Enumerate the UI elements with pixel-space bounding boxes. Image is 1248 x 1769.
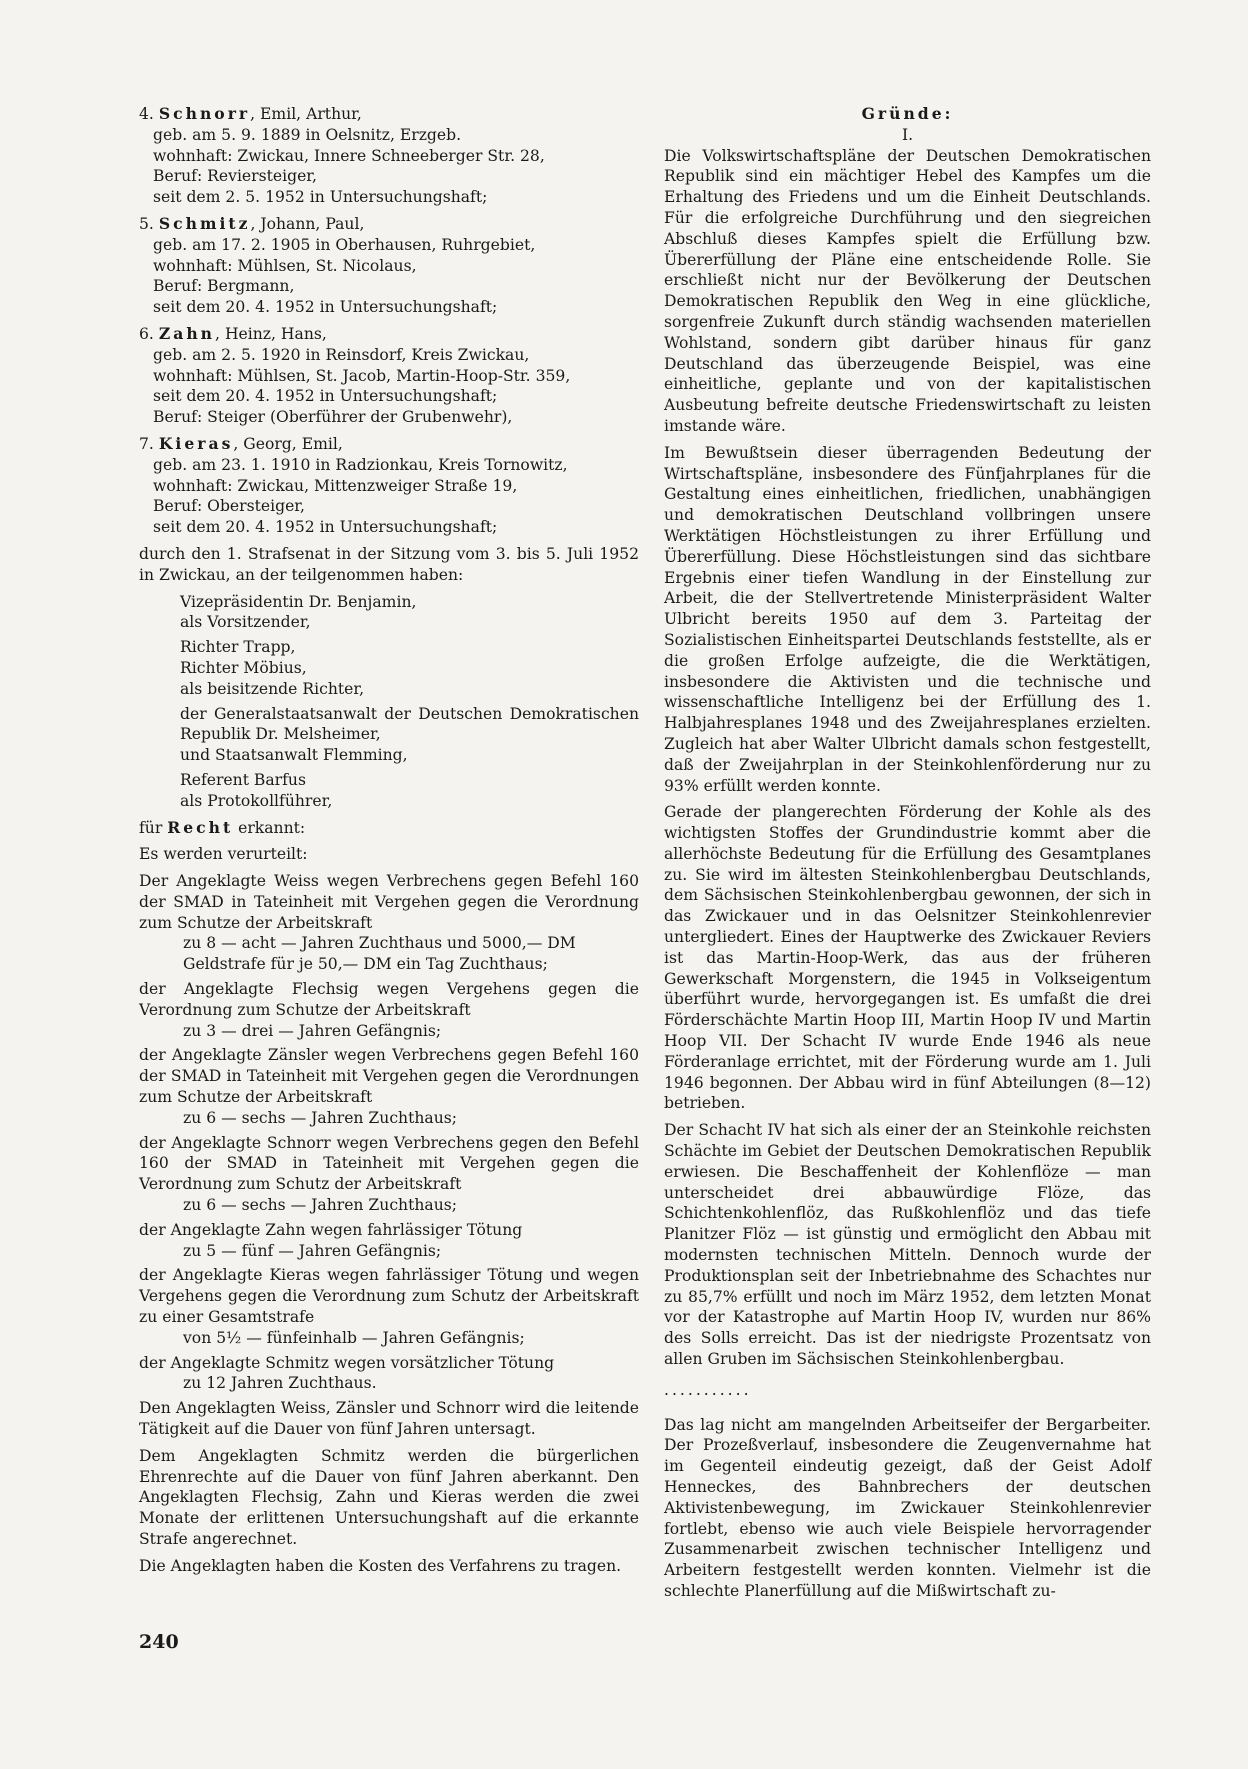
defendant-detail: seit dem 20. 4. 1952 in Untersuchungshaft; — [153, 387, 498, 406]
defendant-detail: Beruf: Obersteiger, — [153, 497, 306, 516]
right-column — [664, 104, 1151, 1608]
closing-paragraph: Die Angeklagten haben die Kosten des Verfahrens zu tragen. — [139, 1556, 622, 1575]
defendant-entry — [139, 104, 639, 208]
sentence-text: Der Angeklagte Weiss wegen Verbrechens gegen Befehl 160 der SMAD in Tateinheit mit Vergehen gegen die Verordnung zum Schutze der Arbeitskraft — [139, 872, 639, 932]
defendant-given-names: , Johann, Paul, — [250, 214, 365, 233]
court-role: als Protokollführer, — [180, 791, 333, 810]
defendant-name: Schmitz — [158, 213, 251, 233]
sentence-text: der Angeklagte Schmitz wegen vorsätzlicher Tötung — [139, 1353, 555, 1372]
closing-paragraph: Dem Angeklagten Schmitz werden die bürgerlichen Ehrenrechte auf die Dauer von fünf Jahren aberkannt. Den Angeklagten Flechsig, Zahn und Kieras werden die zwei Monate der erlittenen Untersuchungshaft auf die erkannte Strafe angerechnet. — [139, 1446, 639, 1548]
section-heading: Gründe: — [861, 104, 954, 123]
defendant-name: Kieras — [158, 433, 234, 453]
defendant-detail: geb. am 2. 5. 1920 in Reinsdorf, Kreis Zwickau, — [153, 345, 530, 364]
court-role: als Vorsitzender, — [180, 613, 311, 632]
defendant-number: 5. — [139, 214, 154, 233]
defendant-name: Schnorr — [158, 104, 251, 123]
sentence-penalty: zu 3 — drei — Jahren Gefängnis; — [183, 1021, 442, 1040]
omission-marker: ........... — [664, 1380, 752, 1399]
sentence-text: der Angeklagte Zahn wegen fahrlässiger Tötung — [139, 1220, 523, 1239]
page-number: 240 — [139, 1631, 179, 1653]
defendant-given-names: , Heinz, Hans, — [215, 324, 327, 343]
defendant-detail: wohnhaft: Zwickau, Innere Schneeberger Str. 28, — [153, 146, 545, 165]
court-member: und Staatsanwalt Flemming, — [180, 746, 408, 765]
body-paragraph: Der Schacht IV hat sich als einer der an Steinkohle reichsten Schächte im Gebiet der Deutschen Demokratischen Republik erwiesen. Die Beschaffenheit der Kohlenflöze — man unterscheidet drei abbauwürdige Flöze, das Schichtenkohlenflöz, das Rußkohlenflöz und das tiefe Planitzer Flöz — ist günstig und ermöglicht den Abbau mit modernsten technischen Mitteln. Dennoch wurde der Produktionsplan seit der Inbetriebnahme des Schachtes nur zu 85,7% erfüllt und noch im März 1952, dem letzten Monat vor der Katastrophe auf Martin Hoop IV, wurden nur 86% des Solls erreicht. Das ist der niedrigste Prozentsatz von allen Gruben im Sächsischen Steinkohlenbergbau. — [664, 1121, 1151, 1369]
verdict-word: Recht — [167, 817, 234, 837]
sentence-penalty: zu 8 — acht — Jahren Zuchthaus und 5000,— DM Geldstrafe für je 50,— DM ein Tag Zuchthaus; — [183, 934, 576, 974]
defendant-entry — [139, 434, 639, 538]
sentence-penalty: zu 6 — sechs — Jahren Zuchthaus; — [183, 1196, 457, 1215]
defendant-detail: Beruf: Reviersteiger, — [153, 167, 318, 186]
defendant-detail: seit dem 2. 5. 1952 in Untersuchungshaft; — [153, 188, 488, 207]
body-paragraph: Die Volkswirtschaftspläne der Deutschen Demokratischen Republik sind ein mächtiger Hebel des Kampfes um die Erhaltung des Friedens und um die Einheit Deutschlands. Für die erfolgreiche Durchführung und den siegreichen Abschluß dieses Kampfes spielt die Erfüllung bzw. Übererfüllung der Pläne eine entscheidende Rolle. Sie erschließt nicht nur der Bevölkerung der Deutschen Demokratischen Republik den Weg in eine glückliche, sorgenfreie Zukunft durch ständig wachsenden materiellen Wohlstand, sondern gibt darüber hinaus für ganz Deutschland das überzeugende Beispiel, was eine einheitliche, geplante und von der kapitalistischen Ausbeutung befreite deutsche Friedenswirtschaft zu leisten imstande wäre. — [664, 146, 1151, 435]
defendant-detail: wohnhaft: Zwickau, Mittenzweiger Straße 19, — [153, 476, 518, 495]
court-composition — [139, 592, 639, 812]
defendant-number: 7. — [139, 434, 154, 453]
defendant-detail: wohnhaft: Mühlsen, St. Jacob, Martin-Hoop-Str. 359, — [153, 366, 571, 385]
defendant-name: Zahn — [158, 323, 216, 343]
defendant-detail: seit dem 20. 4. 1952 in Untersuchungshaft; — [153, 298, 498, 317]
sentence-text: der Angeklagte Schnorr wegen Verbrechens gegen den Befehl 160 der SMAD in Tateinheit mit Vergehen gegen die Verordnung zum Schutz der Arbeitskraft — [139, 1133, 639, 1194]
defendant-detail: geb. am 23. 1. 1910 in Radzionkau, Kreis Tornowitz, — [153, 455, 568, 474]
closing-paragraph: Den Angeklagten Weiss, Zänsler und Schnorr wird die leitende Tätigkeit auf die Dauer von fünf Jahren untersagt. — [139, 1399, 639, 1439]
left-column — [139, 104, 639, 1583]
defendant-entry — [139, 214, 639, 318]
defendant-number: 6. — [139, 324, 154, 343]
body-paragraph: Das lag nicht am mangelnden Arbeitseifer der Bergarbeiter. Der Prozeßverlauf, insbesondere die Zeugenvernahme hat im Gegenteil eindeutig gezeigt, daß der Geist Adolf Henneckes, des Bahnbrechers der deutschen Aktivistenbewegung, im Zwickauer Steinkohlenrevier fortlebt, ebenso wie auch viele Beispiele hervorragender Zusammenarbeit zwischen technischer Intelligenz und Arbeitern festgestellt werden konnten. Vielmehr ist die schlechte Planerfüllung auf die Mißwirtschaft zu- — [664, 1415, 1151, 1600]
section-number: I. — [901, 125, 914, 144]
defendant-detail: geb. am 17. 2. 1905 in Oberhausen, Ruhrgebiet, — [153, 235, 536, 254]
sentence-penalty: zu 12 Jahren Zuchthaus. — [183, 1374, 377, 1393]
sentenced-heading: Es werden verurteilt: — [139, 845, 308, 864]
defendant-detail: wohnhaft: Mühlsen, St. Nicolaus, — [153, 256, 417, 275]
sentence-penalty: von 5½ — fünfeinhalb — Jahren Gefängnis; — [183, 1328, 525, 1347]
defendant-number: 4. — [139, 105, 154, 123]
verdict-line: für Recht erkannt: — [139, 817, 306, 837]
court-member: Vizepräsidentin Dr. Benjamin, — [180, 592, 417, 611]
court-member: Referent Barfus — [180, 770, 306, 789]
body-paragraph: Im Bewußtsein dieser überragenden Bedeutung der Wirtschaftspläne, insbesondere des Fünfjahrplanes für die Gestaltung eines einheitlichen, friedlichen, unabhängigen und demokratischen Deutschland vollbringen unsere Werktätigen Höchstleistungen zu ihrer Erfüllung und Übererfüllung. Diese Höchstleistungen sind das sichtbare Ergebnis einer tiefen Wandlung in der Einstellung zur Arbeit, die der Stellvertretende Ministerpräsident Walter Ulbricht bereits 1950 auf dem 3. Parteitag der Sozialistischen Einheitspartei Deutschlands feststellte, als er die großen Erfolge aufzeigte, die die Werktätigen, insbesondere die Aktivisten und die technische und wissenschaftliche Intelligenz bei der Erfüllung des 1. Halbjahresplanes 1948 und des Zweijahresplanes erzielten. Zugleich hat aber Walter Ulbricht damals schon festgestellt, daß der Zweijahrplan in der Steinkohlenförderung nur zu 93% erfüllt werden konnte. — [664, 443, 1151, 795]
defendant-detail: Beruf: Bergmann, — [153, 277, 295, 296]
defendant-detail: geb. am 5. 9. 1889 in Oelsnitz, Erzgeb. — [153, 125, 462, 144]
court-member: Richter Trapp, — [180, 638, 296, 657]
court-role: als beisitzende Richter, — [180, 679, 365, 698]
defendant-detail: Beruf: Steiger (Oberführer der Grubenwehr), — [153, 408, 513, 427]
body-paragraph: Gerade der plangerechten Förderung der Kohle als des wichtigsten Stoffes der Grundindustrie kommt aber die allerhöchste Bedeutung für die Erfüllung des Gesamtplanes zu. Sie wird im ältesten Steinkohlenbergbau Deutschlands, dem Sächsischen Steinkohlenbergbau gewonnen, der sich in das Zwickauer und in das Oelsnitzer Steinkohlenrevier untergliedert. Eines der Hauptwerke des Zwickauer Reviers ist das Martin-Hoop-Werk, das aus der früheren Gewerkschaft Morgenstern, die 1945 in Volkseigentum überführt wurde, hervorgegangen ist. Es umfaßt die drei Förderschächte Martin Hoop III, Martin Hoop IV und Martin Hoop VII. Der Schacht IV wurde Ende 1946 als neue Förderanlage errichtet, mit der Förderung wurde am 1. Juli 1946 begonnen. Der Abbau wird in fünf Abteilungen (8—12) betrieben. — [664, 803, 1151, 1113]
defendant-detail: seit dem 20. 4. 1952 in Untersuchungshaft; — [153, 518, 498, 537]
sentence-text: der Angeklagte Zänsler wegen Verbrechens gegen Befehl 160 der SMAD in Tateinheit mit Vergehen gegen die Verordnungen zum Schutze der Arbeitskraft — [139, 1046, 639, 1107]
sentence-text: der Angeklagte Kieras wegen fahrlässiger Tötung und wegen Vergehens gegen die Verordnung zum Schutz der Arbeitskraft zu einer Gesamtstrafe — [139, 1266, 639, 1327]
court-member: der Generalstaatsanwalt der Deutschen Demokratischen Republik Dr. Melsheimer, — [180, 704, 639, 744]
court-member: Richter Möbius, — [180, 658, 307, 677]
defendant-given-names: , Georg, Emil, — [233, 434, 343, 453]
defendant-entry — [139, 324, 639, 428]
sentence-text: der Angeklagte Flechsig wegen Vergehens gegen die Verordnung zum Schutze der Arbeitskraft — [139, 980, 639, 1019]
defendant-given-names: , Emil, Arthur, — [250, 105, 362, 123]
sentence-penalty: zu 6 — sechs — Jahren Zuchthaus; — [183, 1108, 457, 1127]
sentence-penalty: zu 5 — fünf — Jahren Gefängnis; — [183, 1241, 442, 1260]
court-intro: durch den 1. Strafsenat in der Sitzung vom 3. bis 5. Juli 1952 in Zwickau, an der teilgenommen haben: — [139, 544, 639, 584]
